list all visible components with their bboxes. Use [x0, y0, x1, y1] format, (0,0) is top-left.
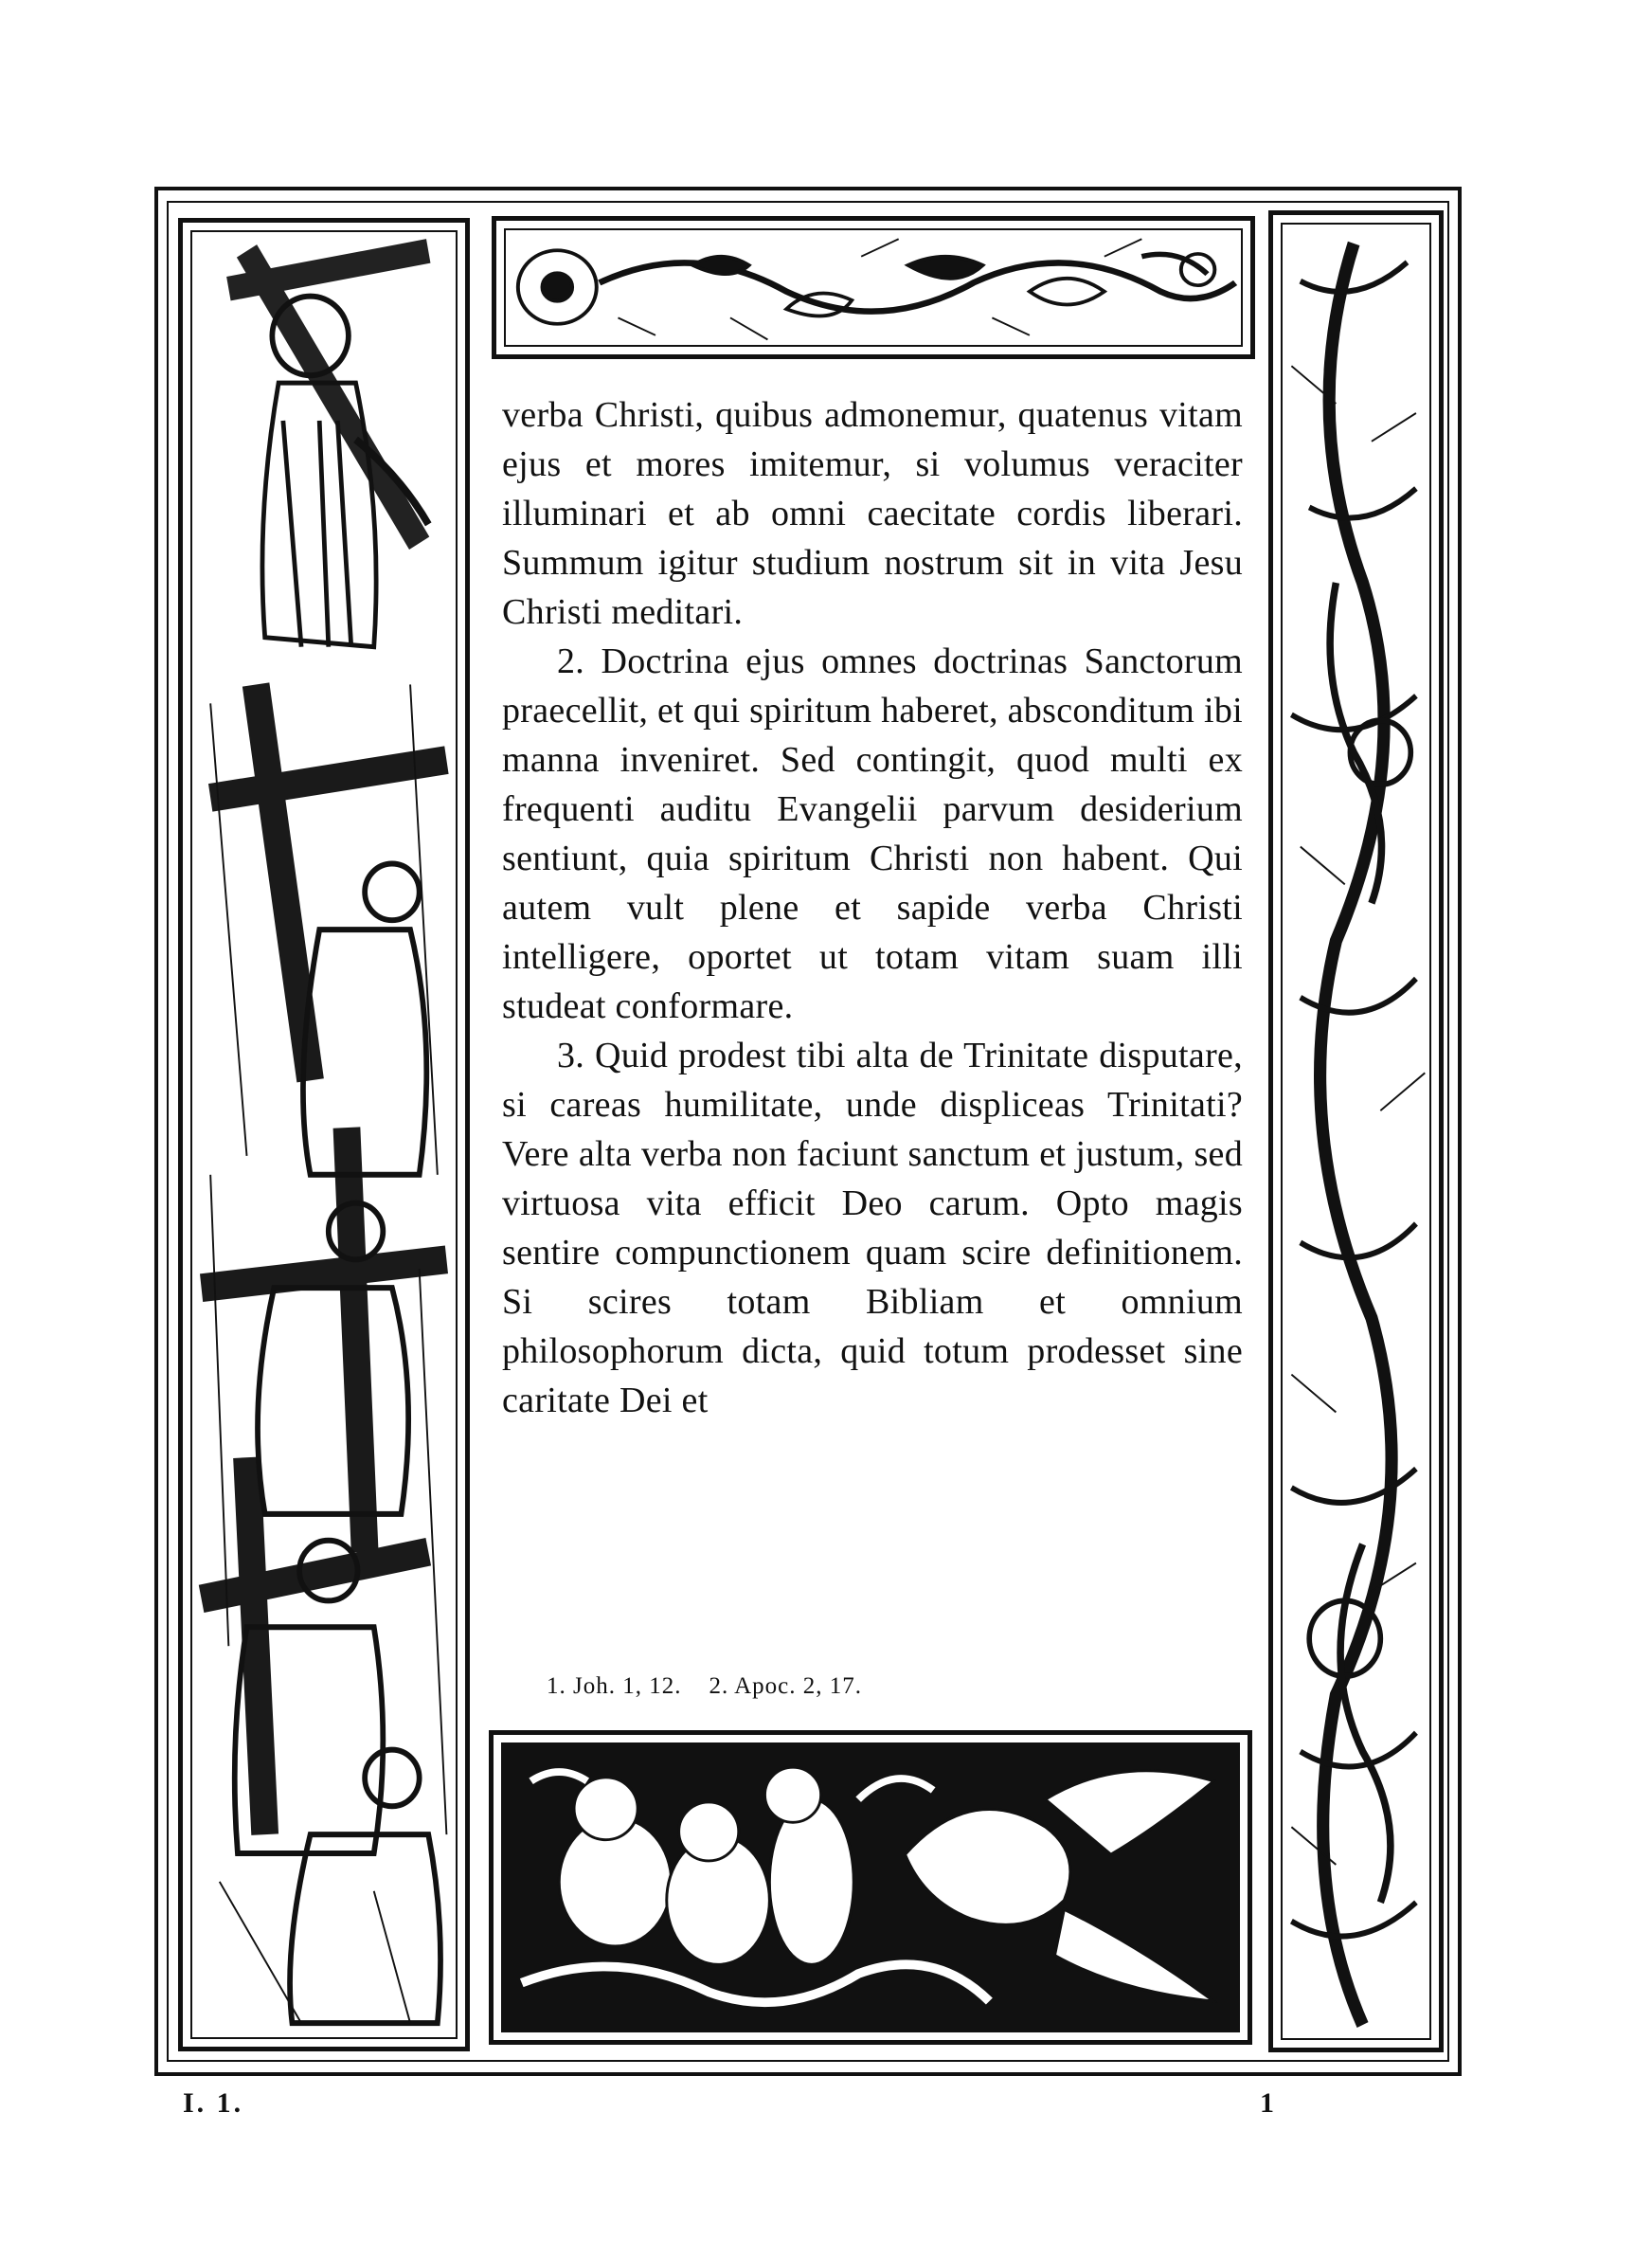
body-text [502, 390, 1243, 1425]
top-ornament-art [504, 228, 1243, 347]
bottom-ornament-art [501, 1742, 1240, 2032]
right-illustration-art [1281, 223, 1431, 2040]
bottom-ornament-panel [489, 1730, 1252, 2045]
paragraph-2: 2. Doctrina ejus omnes doctrinas Sanctorum praecellit, et qui spiritum haberet, absconditum ibi manna inveniret. Sed contingit, quod multi ex frequenti auditu Evangelii parvum desiderium sentiunt, quia spiritum Christi non habent. Qui autem vult plene et sapide verba Christi intelligere, oportet ut totam vitam suam illi studeat conformare. [502, 641, 1243, 1026]
paragraph-1: verba Christi, quibus admonemur, quatenus vitam ejus et mores imitemur, si volumus veraciter illuminari et ab omni caecitate cordis liberari. Summum igitur studium nostrum sit in vita Jesu Christi meditari. [502, 395, 1243, 632]
top-ornament-band [492, 216, 1255, 359]
paragraph-3: 3. Quid prodest tibi alta de Trinitate disputare, si careas humilitate, unde displiceas Trinitati? Vere alta verba non faciunt sanctum et justum, sed virtuosa vita efficit Deo carum. Opto magis sentire compunctionem quam scire definitionem. Si scires totam Bibliam et omnium philosophorum dicta, quid totum prodesset sine caritate Dei et [502, 1036, 1243, 1420]
signature-mark: I. 1. [183, 2087, 244, 2119]
cross-bearers-image [192, 232, 456, 2037]
cherubs-dragon-image [503, 1744, 1238, 2031]
left-illustration-art [190, 230, 458, 2039]
page-signature-number: 1 [1260, 2087, 1274, 2119]
right-border-illustration [1268, 210, 1444, 2052]
foliage-beasts-image [1283, 225, 1429, 2038]
flowers-birds-image [506, 230, 1241, 345]
left-border-illustration [178, 218, 470, 2051]
footnote: 1. Joh. 1, 12. 2. Apoc. 2, 17. [547, 1673, 862, 1699]
